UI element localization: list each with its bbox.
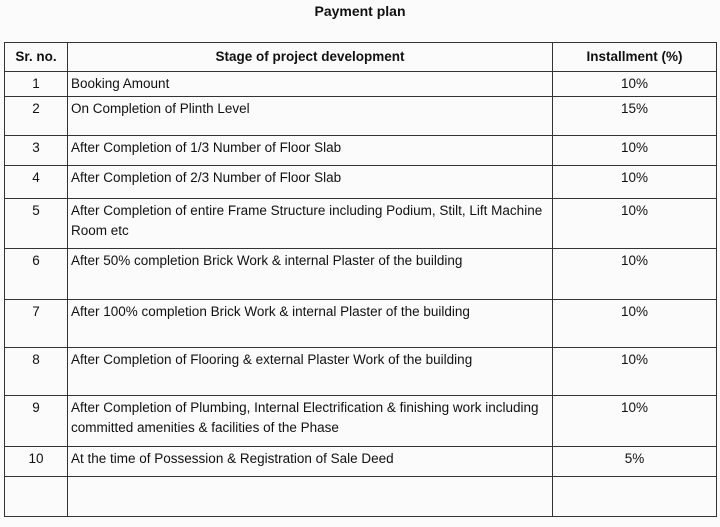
header-installment: Installment (%) <box>553 43 717 72</box>
installment-cell: 10% <box>553 300 717 348</box>
installment-cell: 10% <box>553 396 717 447</box>
installment-cell: 5% <box>553 447 717 477</box>
empty-row <box>5 477 717 517</box>
empty-cell <box>68 477 553 517</box>
installment-cell: 15% <box>553 97 717 136</box>
sr-cell: 6 <box>5 249 68 300</box>
stage-cell: At the time of Possession & Registration of Sale Deed <box>68 447 553 477</box>
table-row <box>5 166 717 199</box>
table-row <box>5 249 717 300</box>
installment-cell: 10% <box>553 72 717 97</box>
empty-cell <box>553 477 717 517</box>
installment-cell: 10% <box>553 136 717 166</box>
header-stage: Stage of project development <box>68 43 553 72</box>
table-header-row <box>5 43 717 72</box>
installment-cell: 10% <box>553 166 717 199</box>
sr-cell: 9 <box>5 396 68 447</box>
stage-cell: After Completion of 1/3 Number of Floor Slab <box>68 136 553 166</box>
installment-cell: 10% <box>553 249 717 300</box>
payment-plan-table <box>4 42 717 517</box>
sr-cell: 5 <box>5 199 68 249</box>
page-title: Payment plan <box>314 3 406 19</box>
stage-cell: After Completion of entire Frame Structure including Podium, Stilt, Lift Machine Room etc <box>68 199 553 249</box>
sr-cell: 10 <box>5 447 68 477</box>
table-row <box>5 348 717 396</box>
table-row <box>5 97 717 136</box>
sr-cell: 7 <box>5 300 68 348</box>
installment-cell: 10% <box>553 348 717 396</box>
stage-cell: After 100% completion Brick Work & internal Plaster of the building <box>68 300 553 348</box>
installment-cell: 10% <box>553 199 717 249</box>
stage-cell: Booking Amount <box>68 72 553 97</box>
table-row <box>5 136 717 166</box>
stage-cell: After Completion of 2/3 Number of Floor Slab <box>68 166 553 199</box>
table-row <box>5 72 717 97</box>
empty-cell <box>5 477 68 517</box>
stage-cell: After 50% completion Brick Work & internal Plaster of the building <box>68 249 553 300</box>
sr-cell: 4 <box>5 166 68 199</box>
stage-cell: After Completion of Flooring & external Plaster Work of the building <box>68 348 553 396</box>
stage-cell: After Completion of Plumbing, Internal Electrification & finishing work including committed amenities & facilities of the Phase <box>68 396 553 447</box>
sr-cell: 1 <box>5 72 68 97</box>
sr-cell: 8 <box>5 348 68 396</box>
sr-cell: 3 <box>5 136 68 166</box>
table-row <box>5 199 717 249</box>
header-sr-no: Sr. no. <box>5 43 68 72</box>
table-row <box>5 396 717 447</box>
sr-cell: 2 <box>5 97 68 136</box>
table-row <box>5 447 717 477</box>
stage-cell: On Completion of Plinth Level <box>68 97 553 136</box>
table-row <box>5 300 717 348</box>
